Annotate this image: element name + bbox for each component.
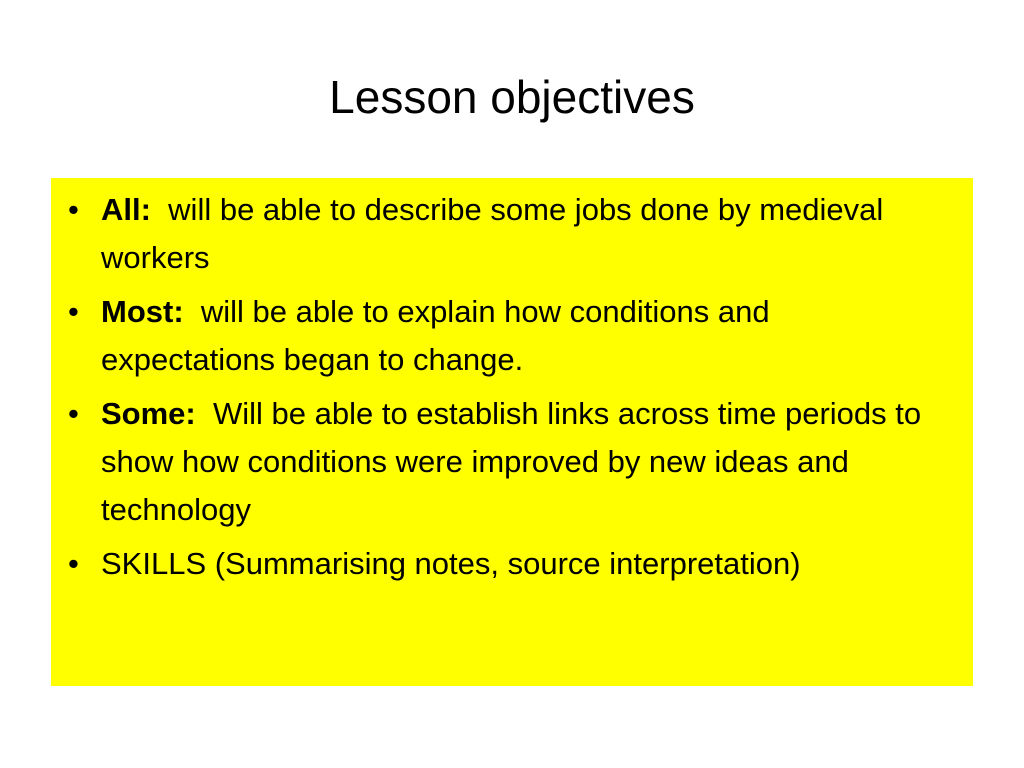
objective-some xyxy=(68,390,943,534)
objective-label: All: xyxy=(101,192,151,227)
objective-skills xyxy=(68,540,943,588)
objective-text: SKILLS (Summarising notes, source interpretation) xyxy=(101,546,801,581)
bullet-icon: • xyxy=(68,294,79,329)
objective-label: Some: xyxy=(101,396,196,431)
objective-text: will be able to describe some jobs done by medieval workers xyxy=(101,192,892,275)
objective-label: Most: xyxy=(101,294,184,329)
bullet-icon: • xyxy=(68,546,79,581)
objectives-box xyxy=(51,178,973,686)
objective-all xyxy=(68,186,943,282)
objectives-list xyxy=(68,186,943,588)
objective-text: Will be able to establish links across time periods to show how conditions were improved by new ideas and technology xyxy=(101,396,930,527)
slide-title: Lesson objectives xyxy=(329,71,695,123)
bullet-icon: • xyxy=(68,396,79,431)
objective-text: will be able to explain how conditions and expectations began to change. xyxy=(101,294,779,377)
objective-most xyxy=(68,288,943,384)
bullet-icon: • xyxy=(68,192,79,227)
